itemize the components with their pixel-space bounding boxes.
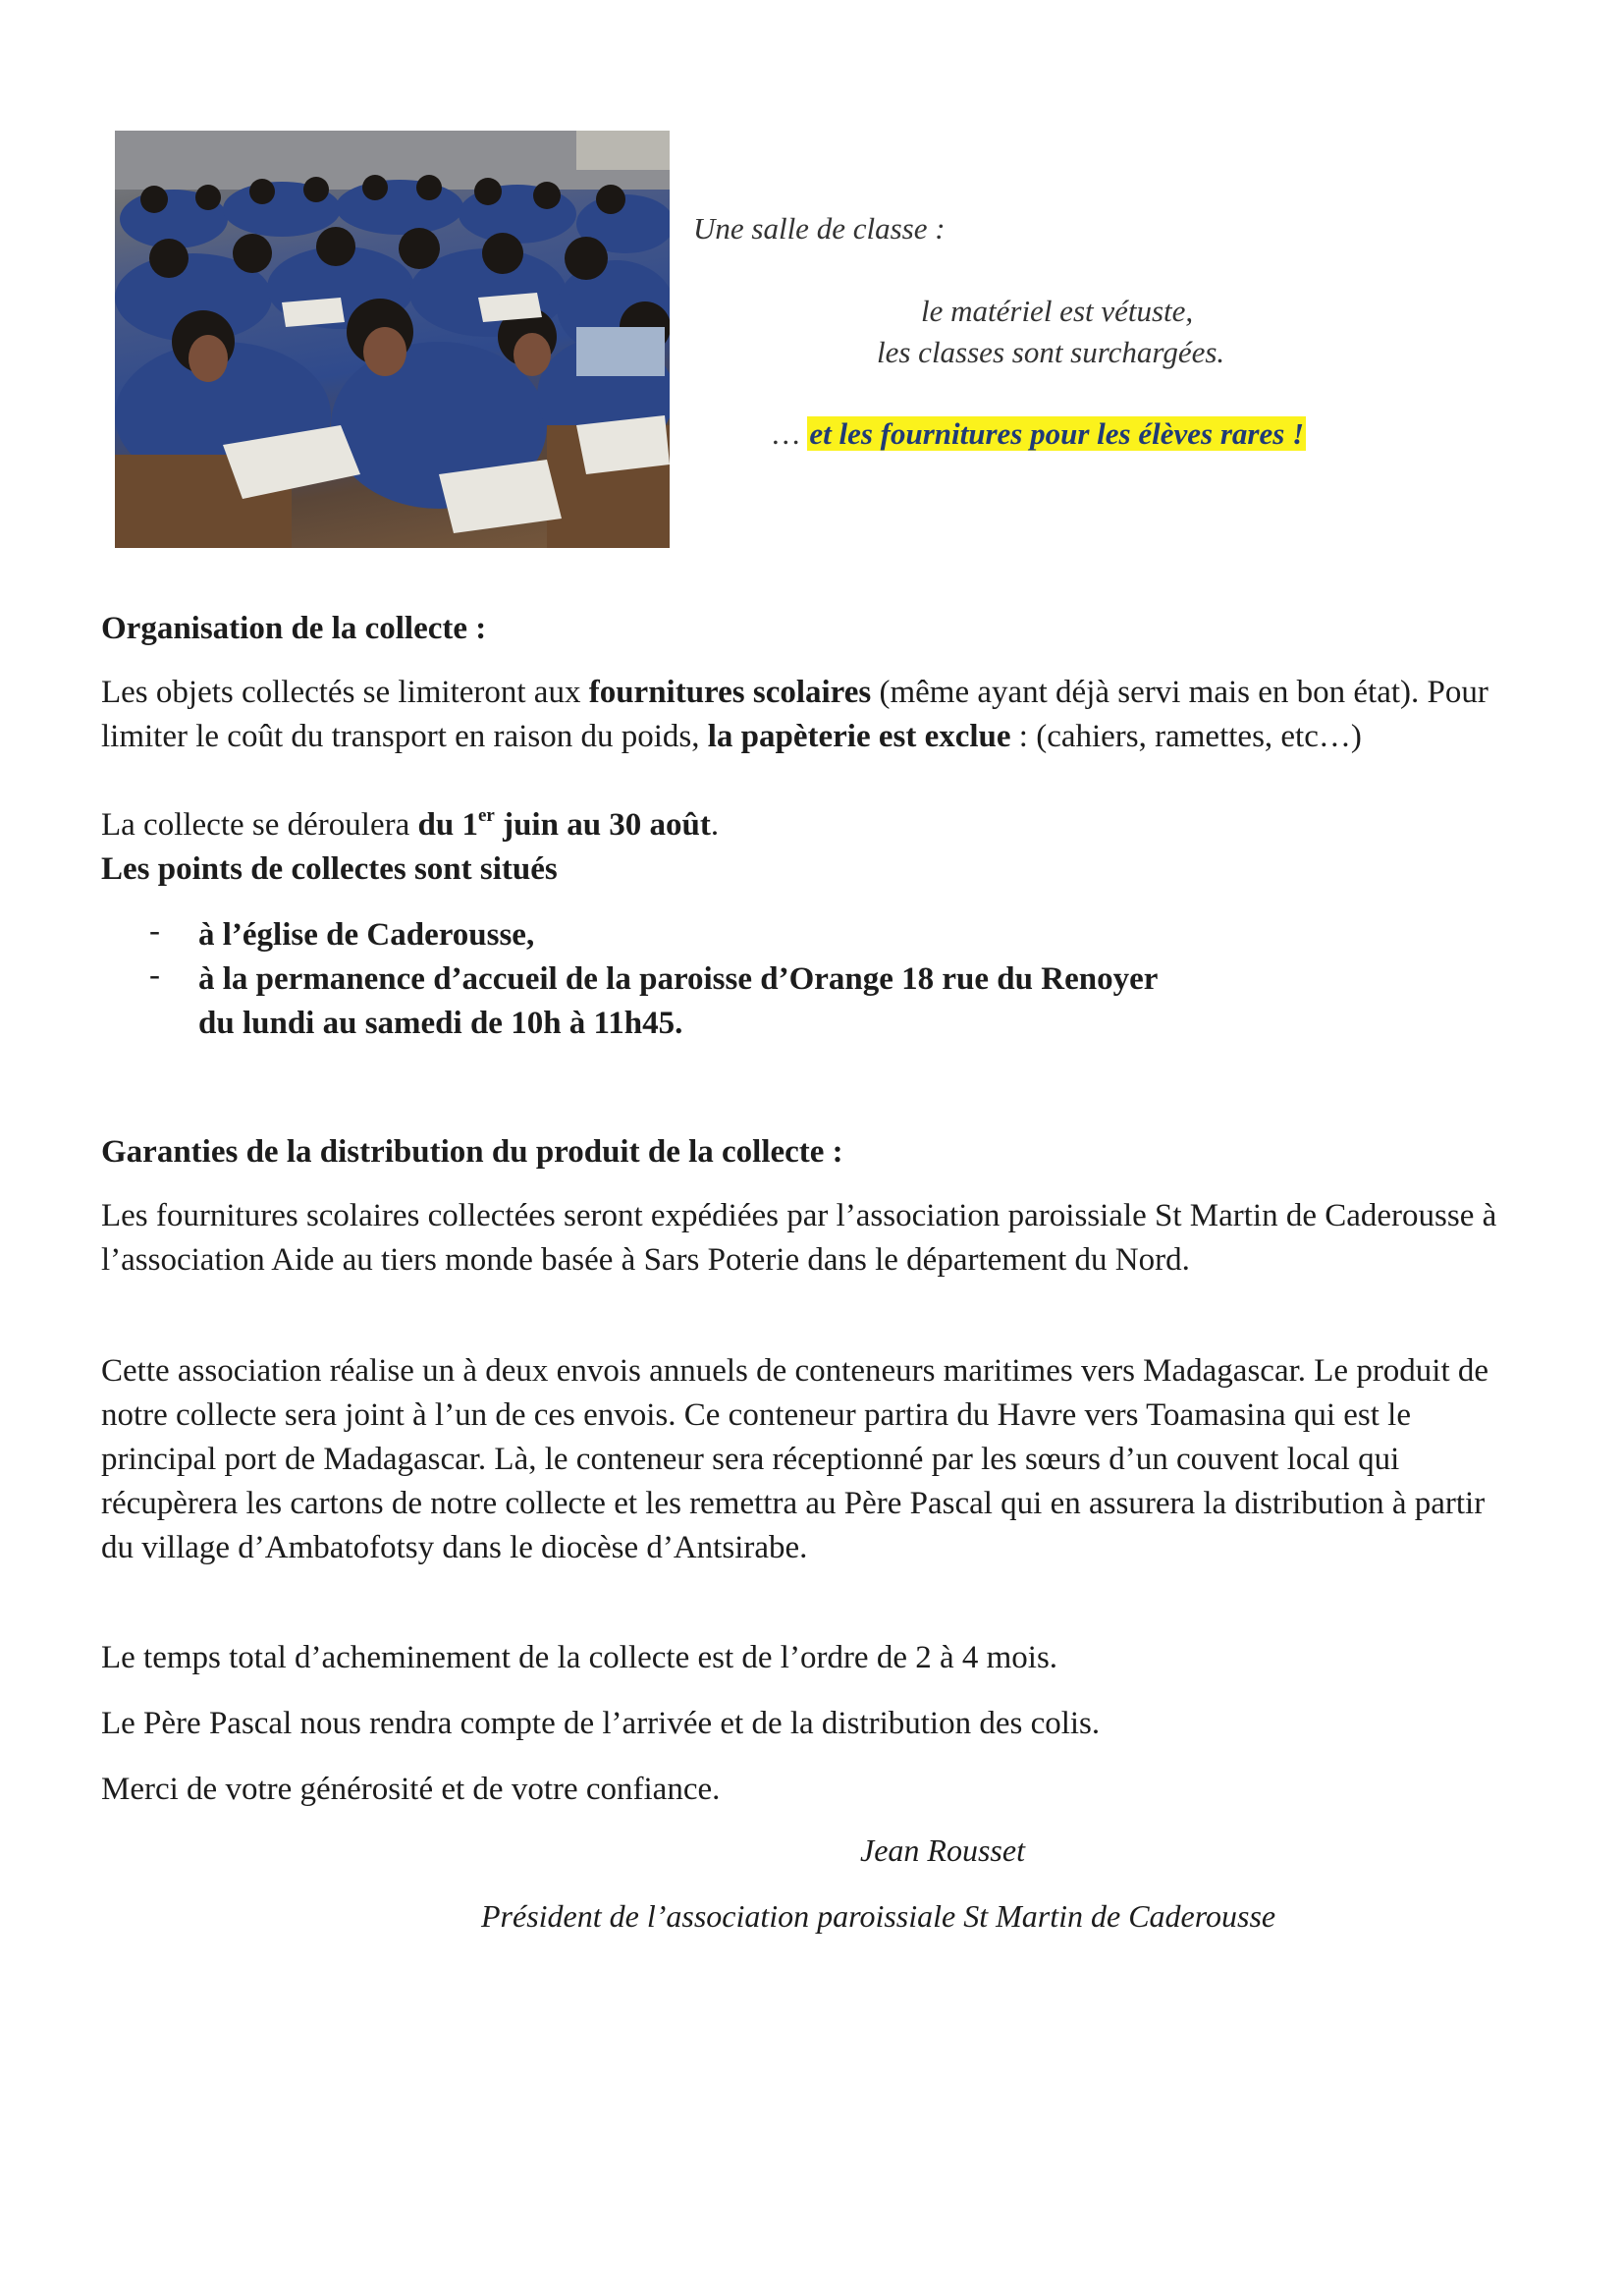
bold-run: juin au 30 août xyxy=(494,807,711,843)
bold-run: la papèterie est exclue xyxy=(707,719,1011,754)
photo-caption-line2: le matériel est vétuste, xyxy=(921,294,1194,328)
garanties-paragraph-4: Le Père Pascal nous rendra compte de l’arrivée et de la distribution des colis. xyxy=(101,1706,1101,1741)
text-run: La collecte se déroulera xyxy=(101,807,418,843)
bold-run: du 1 xyxy=(417,807,478,843)
list-bullet: - xyxy=(149,957,160,993)
photo-caption-line4 xyxy=(773,416,1306,452)
bold-run: fournitures scolaires xyxy=(588,675,872,710)
signature-name: Jean Rousset xyxy=(860,1832,1025,1868)
list-bullet: - xyxy=(149,913,160,949)
list-item-hours: du lundi au samedi de 10h à 11h45. xyxy=(198,1006,683,1041)
highlighted-caption: et les fournitures pour les élèves rares ! xyxy=(809,416,1305,451)
garanties-paragraph-2: Cette association réalise un à deux envois annuels de conteneurs maritimes vers Madagascar. Le produit de notre collecte sera joint à l’un de ces envois. Ce conteneur partira du Havre vers Toamasina qui est le principal port de Madagascar. Là, le conteneur sera réceptionné par les sœurs d’un couvent local qui récupèrera les cartons de notre collecte et les remettra au Père Pascal qui en assurera la distribution à partir du village d’Ambatofotsy dans le diocèse d’Antsirabe. xyxy=(101,1353,1489,1565)
signature-title: Président de l’association paroissiale St Martin de Caderousse xyxy=(481,1898,1276,1934)
classroom-photo-drawing xyxy=(115,131,670,548)
superscript: er xyxy=(477,805,495,826)
collection-dates xyxy=(101,803,1525,847)
photo-caption-line3: les classes sont surchargées. xyxy=(877,335,1225,369)
text-run: . xyxy=(710,807,720,843)
section-heading-organisation: Organisation de la collecte : xyxy=(101,611,487,646)
garanties-paragraph-3: Le temps total d’acheminement de la collecte est de l’ordre de 2 à 4 mois. xyxy=(101,1640,1058,1675)
text-run: (même ayant déjà servi mais en bon état). Pour limiter le coût du transport en raison du poids, xyxy=(101,675,1488,754)
organisation-paragraph xyxy=(101,671,1525,759)
garanties-paragraph-5: Merci de votre générosité et de votre confiance. xyxy=(101,1772,721,1807)
photo-caption-line1: Une salle de classe : xyxy=(693,211,946,246)
collection-points-title: Les points de collectes sont situés xyxy=(101,851,558,887)
garanties-paragraph-1: Les fournitures scolaires collectées seront expédiées par l’association paroissiale St Martin de Caderousse à l’association Aide au tiers monde basée à Sars Poterie dans le département du Nord. xyxy=(101,1198,1497,1278)
ellipsis-prefix: … xyxy=(773,416,800,451)
classroom-photo xyxy=(115,131,670,548)
text-run: Les objets collectés se limiteront aux xyxy=(101,675,589,710)
list-item: à l’église de Caderousse, xyxy=(198,917,535,953)
section-heading-garanties: Garanties de la distribution du produit de la collecte : xyxy=(101,1134,843,1170)
text-run: : (cahiers, ramettes, etc…) xyxy=(1010,719,1362,754)
list-item: à la permanence d’accueil de la paroisse d’Orange 18 rue du Renoyer xyxy=(198,961,1159,997)
